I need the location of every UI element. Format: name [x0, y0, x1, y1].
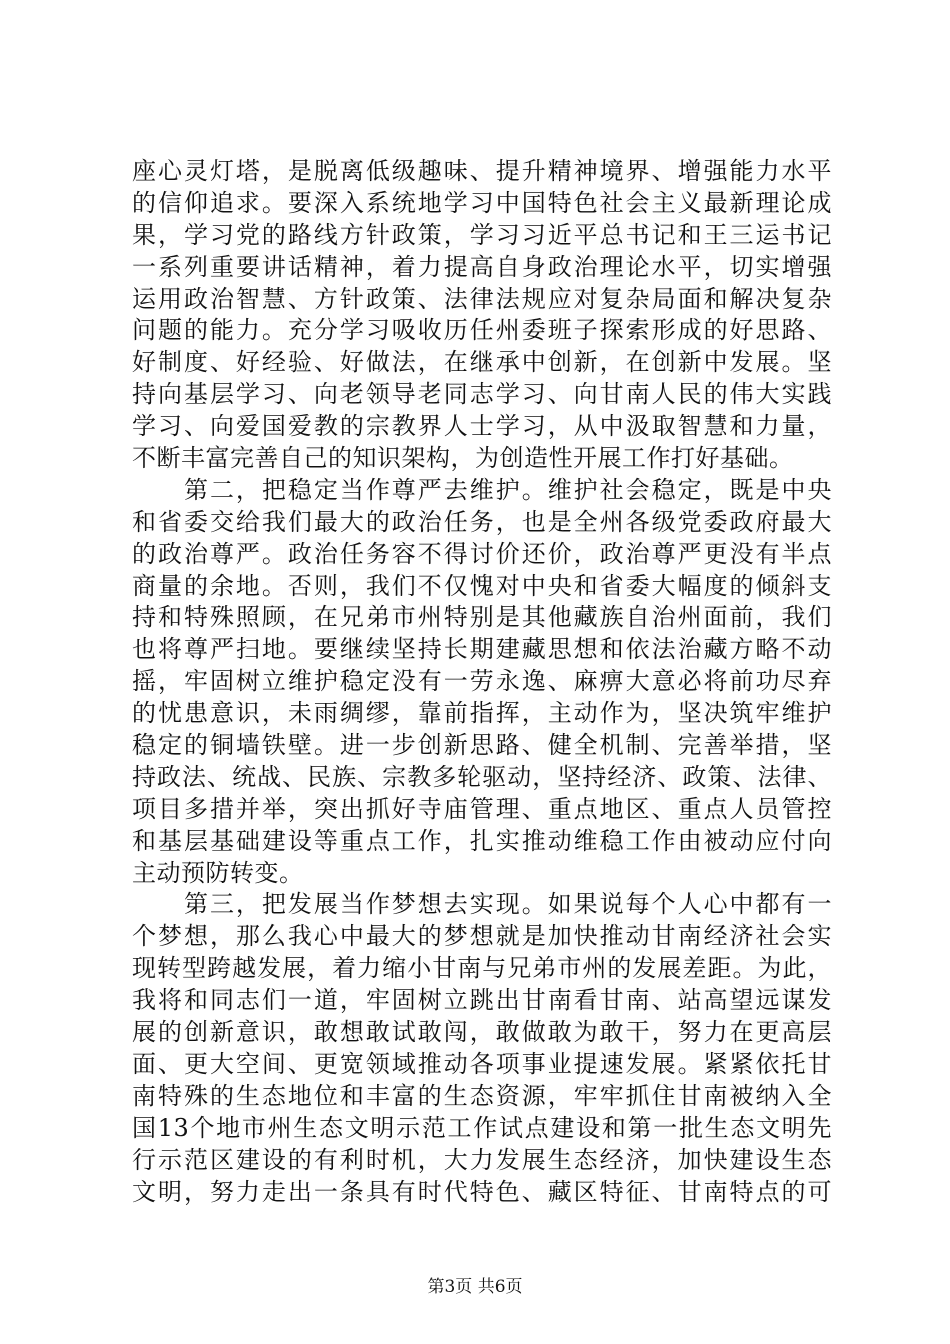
body-text-line: 南特殊的生态地位和丰富的生态资源，牢牢抓住甘南被纳入全	[132, 1081, 832, 1110]
body-text-line: 商量的余地。否则，我们不仅愧对中央和省委大幅度的倾斜支	[132, 571, 832, 600]
body-text-line: 第三，把发展当作梦想去实现。如果说每个人心中都有一	[132, 890, 832, 919]
body-text-line: 问题的能力。充分学习吸收历任州委班子探索形成的好思路、	[132, 316, 832, 345]
body-text-line: 不断丰富完善自己的知识架构，为创造性开展工作打好基础。	[132, 444, 794, 473]
body-text-line: 也将尊严扫地。要继续坚持长期建藏思想和依法治藏方略不动	[132, 635, 832, 664]
body-text-line: 主动预防转变。	[132, 858, 304, 887]
body-text-line: 和基层基础建设等重点工作，扎实推动维稳工作由被动应付向	[132, 826, 832, 855]
body-text-line: 摇，牢固树立维护稳定没有一劳永逸、麻痹大意必将前功尽弃	[132, 667, 832, 696]
body-text-line: 国13个地市州生态文明示范工作试点建设和第一批生态文明先	[132, 1113, 832, 1142]
body-text-line: 好制度、好经验、好做法，在继承中创新，在创新中发展。坚	[132, 348, 832, 377]
body-text-line: 第二，把稳定当作尊严去维护。维护社会稳定，既是中央	[132, 475, 832, 504]
body-text-line: 稳定的铜墙铁壁。进一步创新思路、健全机制、完善举措，坚	[132, 731, 832, 760]
body-text-line: 项目多措并举，突出抓好寺庙管理、重点地区、重点人员管控	[132, 794, 832, 823]
body-text-line: 持和特殊照顾，在兄弟市州特别是其他藏族自治州面前，我们	[132, 603, 832, 632]
body-text-line: 座心灵灯塔，是脱离低级趣味、提升精神境界、增强能力水平	[132, 157, 832, 185]
body-text-line: 和省委交给我们最大的政治任务，也是全州各级党委政府最大	[132, 507, 832, 536]
body-text-line: 现转型跨越发展，着力缩小甘南与兄弟市州的发展差距。为此，	[132, 954, 832, 983]
body-text-line: 我将和同志们一道，牢固树立跳出甘南看甘南、站高望远谋发	[132, 986, 832, 1015]
body-text-line: 一系列重要讲话精神，着力提高自身政治理论水平，切实增强	[132, 252, 832, 281]
body-text-line: 文明，努力走出一条具有时代特色、藏区特征、甘南特点的可	[132, 1177, 832, 1206]
body-text-line: 的信仰追求。要深入系统地学习中国特色社会主义最新理论成	[132, 188, 832, 217]
body-text-line: 个梦想，那么我心中最大的梦想就是加快推动甘南经济社会实	[132, 922, 832, 951]
document-body	[132, 156, 832, 1208]
body-text-line: 的政治尊严。政治任务容不得讨价还价，政治尊严更没有半点	[132, 539, 832, 568]
body-text-line: 的忧患意识，未雨绸缪，靠前指挥，主动作为，坚决筑牢维护	[132, 699, 832, 728]
body-text-line: 运用政治智慧、方针政策、法律法规应对复杂局面和解决复杂	[132, 284, 832, 313]
body-text-line: 持政法、统战、民族、宗教多轮驱动，坚持经济、政策、法律、	[132, 762, 832, 791]
body-text-line: 行示范区建设的有利时机，大力发展生态经济，加快建设生态	[132, 1145, 832, 1174]
page-footer: 第3页 共6页	[427, 1277, 523, 1297]
body-text-line: 学习、向爱国爱教的宗教界人士学习，从中汲取智慧和力量，	[132, 412, 832, 441]
body-text-line: 展的创新意识，敢想敢试敢闯，敢做敢为敢干，努力在更高层	[132, 1018, 832, 1047]
body-text-line: 果，学习党的路线方针政策，学习习近平总书记和王三运书记	[132, 220, 832, 249]
body-text-line: 面、更大空间、更宽领域推动各项事业提速发展。紧紧依托甘	[132, 1049, 832, 1078]
body-text-line: 持向基层学习、向老领导老同志学习、向甘南人民的伟大实践	[132, 380, 832, 409]
